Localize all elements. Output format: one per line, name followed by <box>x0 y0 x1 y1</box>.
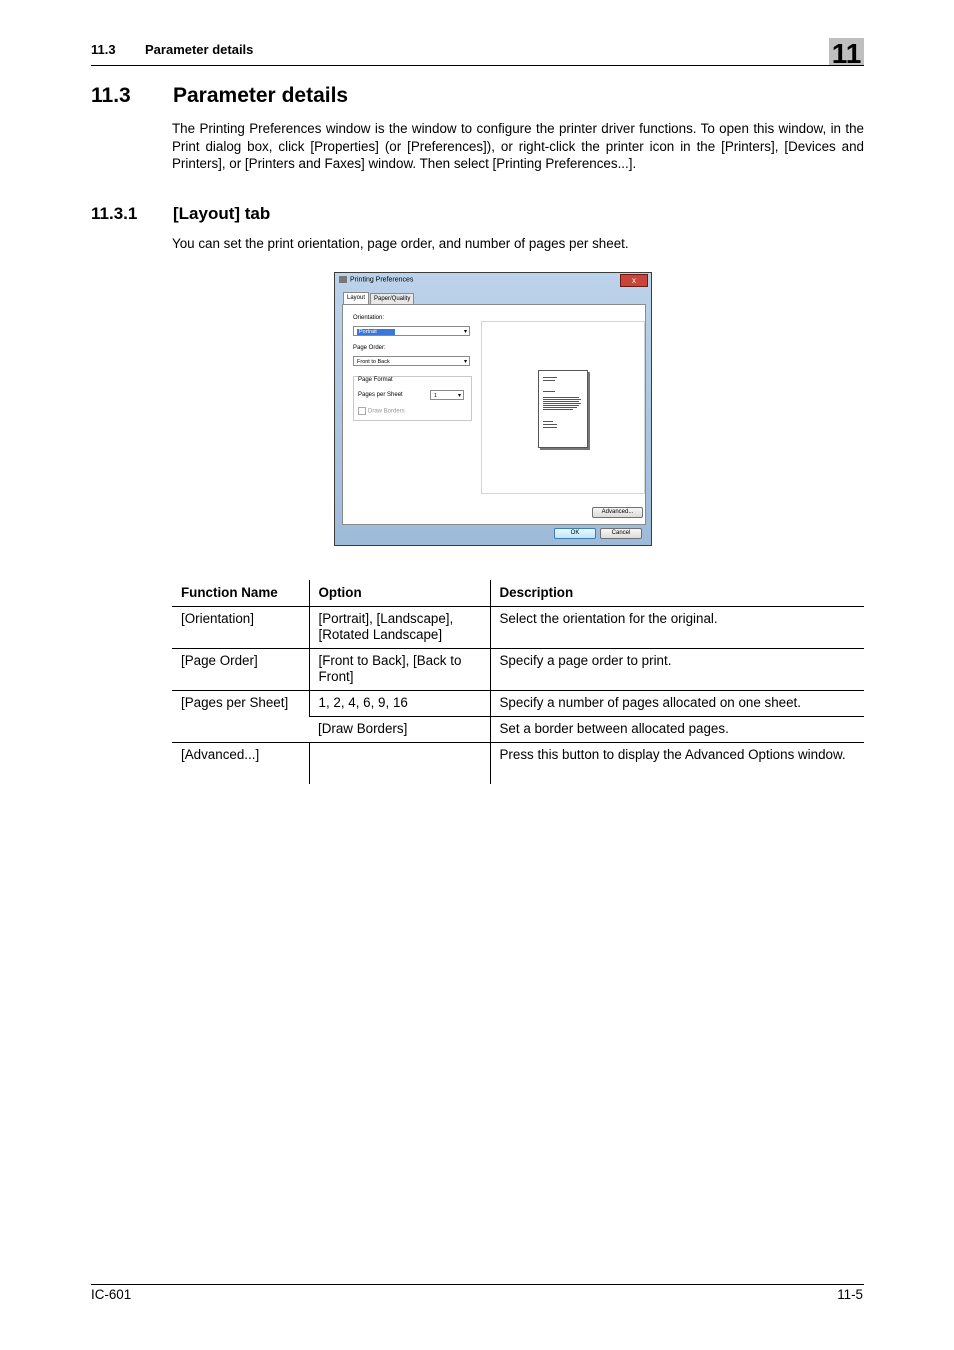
page-order-value: Front to Back <box>357 359 390 365</box>
running-header <box>91 42 253 57</box>
ok-button[interactable]: OK <box>554 528 596 539</box>
advanced-button[interactable]: Advanced... <box>592 507 643 518</box>
dialog-title <box>339 276 413 283</box>
chevron-down-icon: ▾ <box>463 359 467 365</box>
option-cell: [Draw Borders] <box>309 717 490 743</box>
page-format-label: Page Format <box>358 377 393 383</box>
chapter-number-tab: 11 <box>829 38 864 65</box>
subsection-title: [Layout] tab <box>173 204 271 223</box>
intro-paragraph: The Printing Preferences window is the window to configure the printer driver functions. To open this window, in the Print dialog box, click [Properties] (or [Preferences]), or right-click the printer icon in the [Printers], [Devices and Printers], or [Printers and Faxes] window. Then select [Printing Preferences...]. <box>172 121 864 172</box>
option-cell <box>309 743 490 785</box>
column-header: Function Name <box>172 580 309 607</box>
tab-layout[interactable]: Layout <box>343 292 369 304</box>
header-rule <box>91 65 864 66</box>
printing-preferences-dialog-screenshot <box>334 272 652 546</box>
close-icon[interactable]: x <box>620 274 648 287</box>
chevron-down-icon: ▾ <box>457 393 461 399</box>
page-format-group <box>353 376 472 421</box>
option-cell: 1, 2, 4, 6, 9, 16 <box>309 691 490 717</box>
cancel-button[interactable]: Cancel <box>600 528 642 539</box>
table-row <box>172 649 864 691</box>
footer-rule <box>91 1284 864 1285</box>
table-row <box>172 691 864 717</box>
function-name-cell: [Page Order] <box>172 649 309 691</box>
function-name-cell: [Pages per Sheet] <box>172 691 309 743</box>
preview-sheet-icon <box>538 370 588 448</box>
printer-icon <box>339 276 347 283</box>
description-cell: Press this button to display the Advanced Options window. <box>490 743 864 785</box>
function-name-cell: [Orientation] <box>172 607 309 649</box>
pages-per-sheet-label: Pages per Sheet <box>358 392 403 398</box>
layout-tab-panel <box>342 304 646 525</box>
section-number: 11.3 <box>91 84 131 107</box>
footer-model: IC-601 <box>91 1287 132 1302</box>
tab-paper-quality[interactable]: Paper/Quality <box>370 293 414 304</box>
description-cell: Set a border between allocated pages. <box>490 717 864 743</box>
option-cell: [Front to Back], [Back to Front] <box>309 649 490 691</box>
section-title: Parameter details <box>173 84 349 107</box>
description-cell: Specify a number of pages allocated on one sheet. <box>490 691 864 717</box>
orientation-label: Orientation: <box>353 315 385 321</box>
page-order-label: Page Order: <box>353 345 386 351</box>
subsection-number: 11.3.1 <box>91 204 138 223</box>
draw-borders-label: Draw Borders <box>368 408 405 415</box>
function-table <box>172 580 864 784</box>
orientation-select[interactable] <box>353 326 470 336</box>
column-header: Option <box>309 580 490 607</box>
table-header-row <box>172 580 864 607</box>
checkbox-icon <box>358 407 366 415</box>
page-number: 11-5 <box>837 1287 863 1302</box>
description-cell: Select the orientation for the original. <box>490 607 864 649</box>
draw-borders-checkbox[interactable] <box>358 407 405 415</box>
lead-paragraph: You can set the print orientation, page order, and number of pages per sheet. <box>172 236 629 251</box>
running-header-number: 11.3 <box>91 42 116 57</box>
function-name-cell: [Advanced...] <box>172 743 309 785</box>
table-row <box>172 607 864 649</box>
orientation-value: Portrait <box>357 329 395 335</box>
chevron-down-icon: ▾ <box>463 329 467 335</box>
page-preview <box>481 321 645 494</box>
running-header-title: Parameter details <box>145 42 254 57</box>
pages-per-sheet-select[interactable] <box>430 390 464 400</box>
option-cell: [Portrait], [Landscape], [Rotated Landscape] <box>309 607 490 649</box>
section-heading <box>91 84 348 108</box>
column-header: Description <box>490 580 864 607</box>
dialog-title-text: Printing Preferences <box>350 276 414 284</box>
page-order-select[interactable] <box>353 356 470 366</box>
table-row <box>172 743 864 785</box>
description-cell: Specify a page order to print. <box>490 649 864 691</box>
subsection-heading <box>91 204 270 224</box>
pages-per-sheet-value: 1 <box>434 393 438 399</box>
